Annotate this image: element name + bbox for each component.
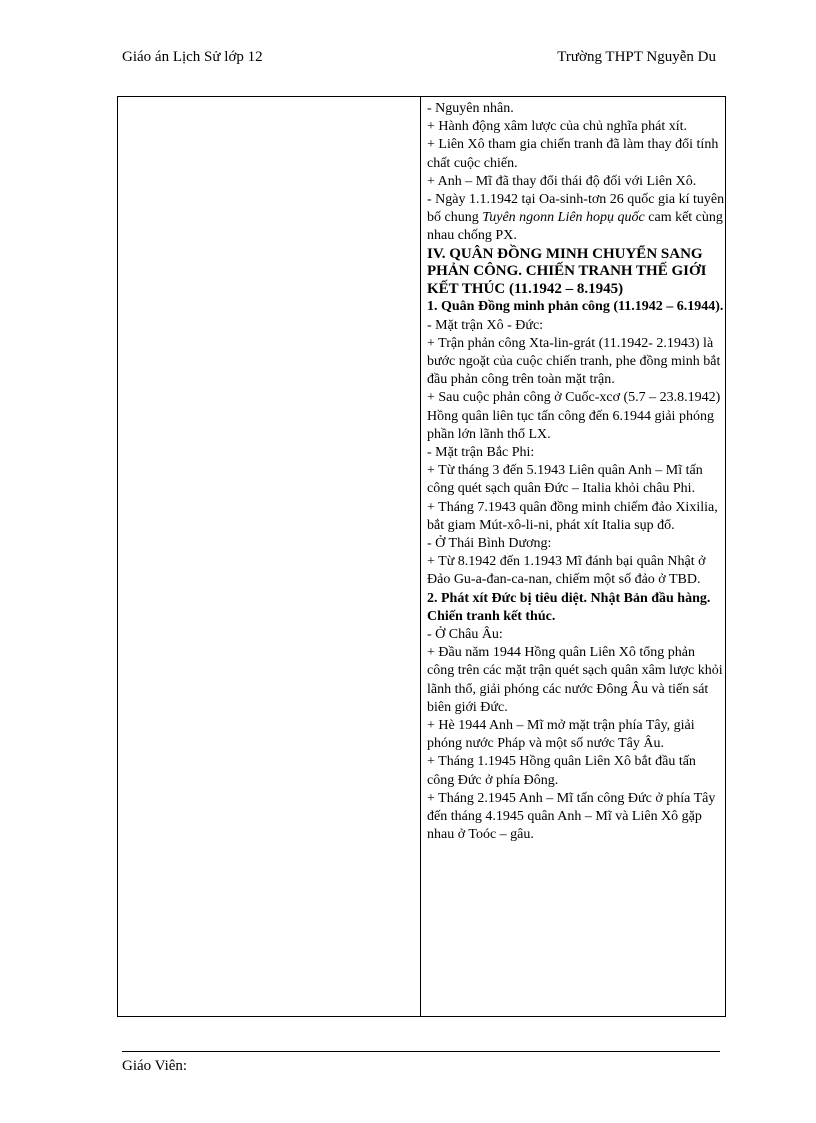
europe-point-3: + Tháng 1.1945 Hồng quân Liên Xô bắt đầu tấn công Đức ở phía Đông.	[427, 754, 696, 788]
europe-point-2: + Hè 1944 Anh – Mĩ mở mặt trận phía Tây, giải phóng nước Pháp và một số nước Tây Âu.	[427, 718, 695, 752]
cause-point-1: + Hành động xâm lược của chủ nghĩa phát xít.	[427, 119, 688, 135]
table-left-column	[118, 97, 421, 1016]
header-school: Trường THPT Nguyễn Du	[557, 49, 716, 65]
cause-point-3: + Anh – Mĩ đã thay đổi thái độ đối với Liên Xô.	[427, 173, 697, 189]
cause-point-2: + Liên Xô tham gia chiến tranh đã làm thay đổi tính chất cuộc chiến.	[427, 137, 719, 171]
north-africa-point-2: + Tháng 7.1943 quân đồng minh chiếm đảo Xixilia, bắt giam Mút-xô-li-ni, phát xít Italia sụp đổ.	[427, 499, 718, 533]
declaration-text-start: - Ngày 1.1.1942 tại Oa-sinh-tơn 26 quốc gia kí tuyên bố chung	[427, 192, 725, 226]
declaration-text-end: cam kết cùng nhau chống PX.	[427, 210, 723, 244]
europe-point-4: + Tháng 2.1945 Anh – Mĩ tấn công Đức ở phía Tây đến tháng 4.1945 quân Anh – Mĩ và Liên Xô gặp nhau ở Toóc – gâu.	[427, 790, 716, 843]
lesson-table	[117, 96, 726, 1017]
stalingrad-point: + Trận phản công Xta-lin-grát (11.1942- 2.1943) là bước ngoặt của cuộc chiến tranh, phe đồng minh bắt đầu phản công trên toàn mặt trận.	[427, 335, 721, 388]
footer-teacher-label: Giáo Viên:	[122, 1058, 188, 1074]
subsection-1-heading: 1. Quân Đồng minh phản công (11.1942 – 6.1944).	[427, 299, 724, 315]
declaration-title: Tuyên ngonn Liên hopụ quốc	[482, 210, 645, 226]
page-header	[122, 49, 716, 71]
front-pacific: - Ở Thái Bình Dương:	[427, 536, 552, 552]
europe-point-1: + Đầu năm 1944 Hồng quân Liên Xô tổng phản công trên các mặt trận quét sạch quân xâm lược khỏi lãnh thổ, giải phóng các nước Đông Âu và tiến sát biên giới Đức.	[427, 645, 723, 715]
front-soviet-german: - Mặt trận Xô - Đức:	[427, 317, 544, 333]
declaration-paragraph	[427, 191, 725, 246]
footer-divider	[122, 1051, 720, 1052]
kursk-point: + Sau cuộc phản công ở Cuốc-xcơ (5.7 – 23.8.1942) Hồng quân liên tục tấn công đến 6.1944 giải phóng phần lớn lãnh thổ LX.	[427, 390, 721, 442]
section-iv-heading: IV. QUÂN ĐỒNG MINH CHUYỂN SANG PHẢN CÔNG. CHIẾN TRANH THẾ GIỚI KẾT THÚC (11.1942 – 8.1945)	[427, 245, 707, 297]
table-right-column	[427, 100, 725, 845]
cause-line: - Nguyên nhân.	[427, 101, 514, 116]
front-north-africa: - Mặt trận Bắc Phi:	[427, 445, 535, 461]
subsection-2-heading: 2. Phát xít Đức bị tiêu diệt. Nhật Bản đầu hàng. Chiến tranh kết thúc.	[427, 590, 711, 624]
pacific-point: + Từ 8.1942 đến 1.1943 Mĩ đánh bại quân Nhật ở Đảo Gu-a-đan-ca-nan, chiếm một số đảo ở TBD.	[427, 554, 706, 588]
north-africa-point-1: + Từ tháng 3 đến 5.1943 Liên quân Anh – Mĩ tấn công quét sạch quân Đức – Italia khỏi châu Phi.	[427, 463, 703, 497]
header-subject: Giáo án Lịch Sử lớp 12	[122, 49, 263, 65]
europe-line: - Ở Châu Âu:	[427, 627, 503, 643]
